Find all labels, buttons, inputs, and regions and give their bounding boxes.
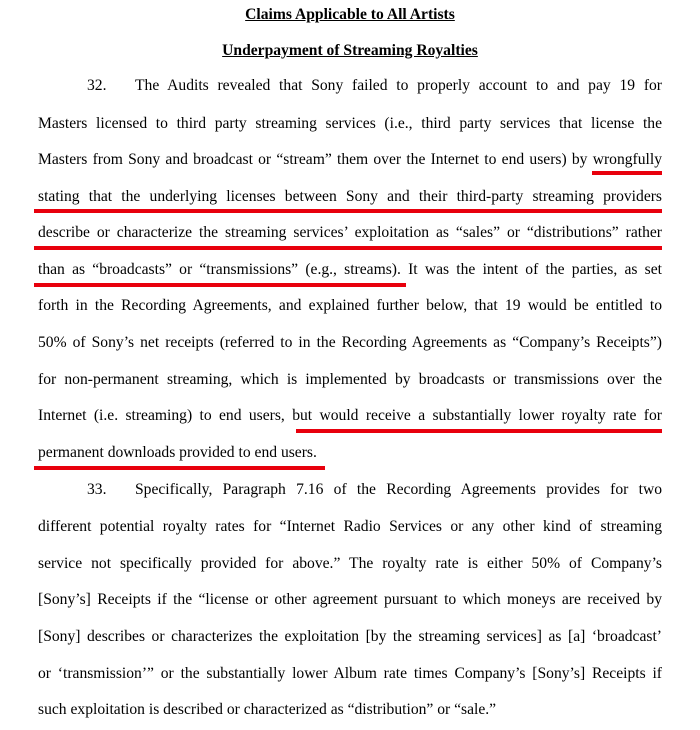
paragraph-32-line-9: for non-permanent streaming, which is implemented by broadcasts or transmissions over the bbox=[38, 371, 662, 388]
paragraph-32-line-2: Masters licensed to third party streaming services (i.e., third party services that license the bbox=[38, 115, 662, 132]
subsection-title: Underpayment of Streaming Royalties bbox=[222, 42, 478, 59]
paragraph-32-line-7: forth in the Recording Agreements, and explained further below, that 19 would be entitled to bbox=[38, 297, 662, 314]
section-title: Claims Applicable to All Artists bbox=[245, 6, 455, 23]
paragraph-32-line-5: describe or characterize the streaming services’ exploitation as “sales” or “distributions” rather bbox=[38, 224, 662, 241]
paragraph-32-line-1: 32. The Audits revealed that Sony failed to properly account to and pay 19 for bbox=[87, 77, 662, 94]
highlight-underline-3 bbox=[34, 246, 662, 250]
paragraph-32-line-11: permanent downloads provided to end users. bbox=[38, 444, 317, 461]
paragraph-33-line-5: [Sony] describes or characterizes the exploitation [by the streaming services] as [a] ‘broadcast’ bbox=[38, 628, 662, 645]
highlight-underline-5 bbox=[296, 429, 662, 433]
paragraph-32-line-10: Internet (i.e. streaming) to end users, but would receive a substantially lower royalty rate for bbox=[38, 407, 662, 424]
highlight-underline-6 bbox=[34, 466, 325, 470]
paragraph-33-line-6: or ‘transmission’” or the substantially lower Album rate times Company’s [Sony’s] Receipts if bbox=[38, 665, 662, 682]
paragraph-32-line-8: 50% of Sony’s net receipts (referred to in the Recording Agreements as “Company’s Receipts”) bbox=[38, 334, 662, 351]
paragraph-number: 32. bbox=[87, 77, 107, 94]
paragraph-33-line-1: 33. Specifically, Paragraph 7.16 of the Recording Agreements provides for two bbox=[87, 481, 662, 498]
highlight-underline-2 bbox=[34, 209, 662, 213]
paragraph-32-line-4: stating that the underlying licenses between Sony and their third-party streaming providers bbox=[38, 188, 662, 205]
paragraph-33-line-4: [Sony’s] Receipts if the “license or other agreement pursuant to which moneys are received by bbox=[38, 591, 662, 608]
paragraph-32-line-3: Masters from Sony and broadcast or “stream” them over the Internet to end users) by wrongfully bbox=[38, 151, 662, 168]
paragraph-33-line-7: such exploitation is described or characterized as “distribution” or “sale.” bbox=[38, 701, 497, 718]
paragraph-32-line-6: than as “broadcasts” or “transmissions” (e.g., streams). It was the intent of the parties, as set bbox=[38, 261, 662, 278]
paragraph-33-line-3: service not specifically provided for above.” The royalty rate is either 50% of Company’s bbox=[38, 555, 662, 572]
paragraph-number: 33. bbox=[87, 481, 107, 498]
paragraph-33-line-2: different potential royalty rates for “Internet Radio Services or any other kind of streaming bbox=[38, 518, 662, 535]
highlight-underline-4 bbox=[34, 283, 406, 287]
highlight-underline-1 bbox=[592, 171, 662, 175]
